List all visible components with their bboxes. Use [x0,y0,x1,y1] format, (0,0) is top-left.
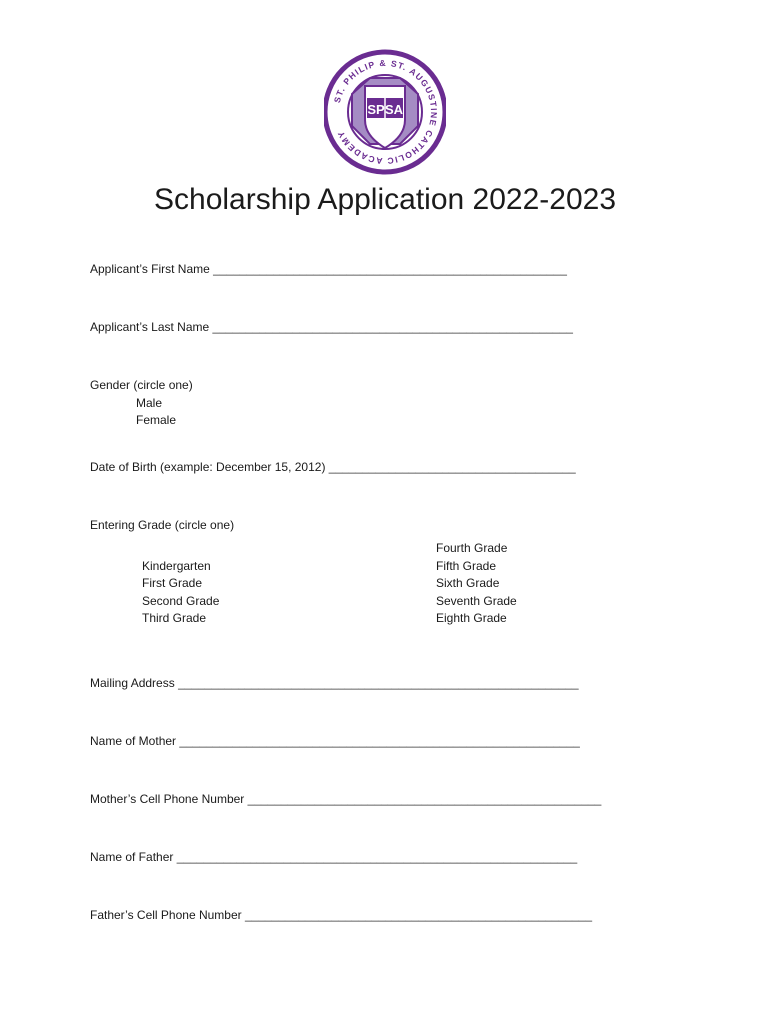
grade-option-first[interactable]: First Grade [142,576,203,590]
father-phone-label: Father’s Cell Phone Number [90,908,242,922]
father-phone-field[interactable] [90,908,592,922]
grade-option-eighth[interactable]: Eighth Grade [436,611,507,625]
father-name-field[interactable] [90,850,577,864]
mother-name-label: Name of Mother [90,734,177,748]
mailing-address-blank[interactable]: ____________________________________________________________ [178,676,579,690]
first-name-field[interactable] [90,262,567,276]
grade-option-fifth[interactable]: Fifth Grade [436,559,497,573]
grade-option-seventh[interactable]: Seventh Grade [436,594,517,608]
mother-name-blank[interactable]: ____________________________________________________________ [179,734,580,748]
logo-right-letters: SA [384,102,404,117]
mailing-address-label: Mailing Address [90,676,175,690]
mailing-address-field[interactable] [90,676,579,690]
grade-option-fourth[interactable]: Fourth Grade [436,541,508,555]
academy-logo [324,48,446,176]
grade-option-sixth[interactable]: Sixth Grade [436,576,500,590]
mother-name-field[interactable] [90,734,580,748]
last-name-blank[interactable]: ______________________________________________________ [212,320,573,334]
grade-option-second[interactable]: Second Grade [142,594,220,608]
mother-phone-field[interactable] [90,792,601,806]
father-phone-blank[interactable]: ____________________________________________________ [244,908,593,922]
gender-option-female[interactable]: Female [136,413,177,427]
gender-option-male[interactable]: Male [136,396,163,410]
father-name-blank[interactable]: ____________________________________________________________ [176,850,578,864]
logo-ring-text: ST. PHILIP & ST. AUGUSTINE CATHOLIC ACADEMY [331,57,440,167]
last-name-label: Applicant’s Last Name [90,320,210,334]
dob-blank[interactable]: _____________________________________ [328,460,576,474]
grade-option-third[interactable]: Third Grade [142,611,207,625]
first-name-blank[interactable]: _____________________________________________________ [213,262,567,276]
last-name-field[interactable] [90,320,573,334]
dob-field[interactable] [90,460,576,474]
gender-label: Gender (circle one) [90,378,193,392]
grade-label: Entering Grade (circle one) [90,518,235,532]
mother-phone-label: Mother’s Cell Phone Number [90,792,245,806]
first-name-label: Applicant’s First Name [90,262,210,276]
father-name-label: Name of Father [90,850,174,864]
mother-phone-blank[interactable]: _____________________________________________________ [247,792,602,806]
page-title: Scholarship Application 2022-2023 [154,183,616,216]
dob-label: Date of Birth (example: December 15, 2012) [90,460,326,474]
grade-option-kindergarten[interactable]: Kindergarten [142,559,211,573]
logo-left-letters: SP [367,102,385,117]
